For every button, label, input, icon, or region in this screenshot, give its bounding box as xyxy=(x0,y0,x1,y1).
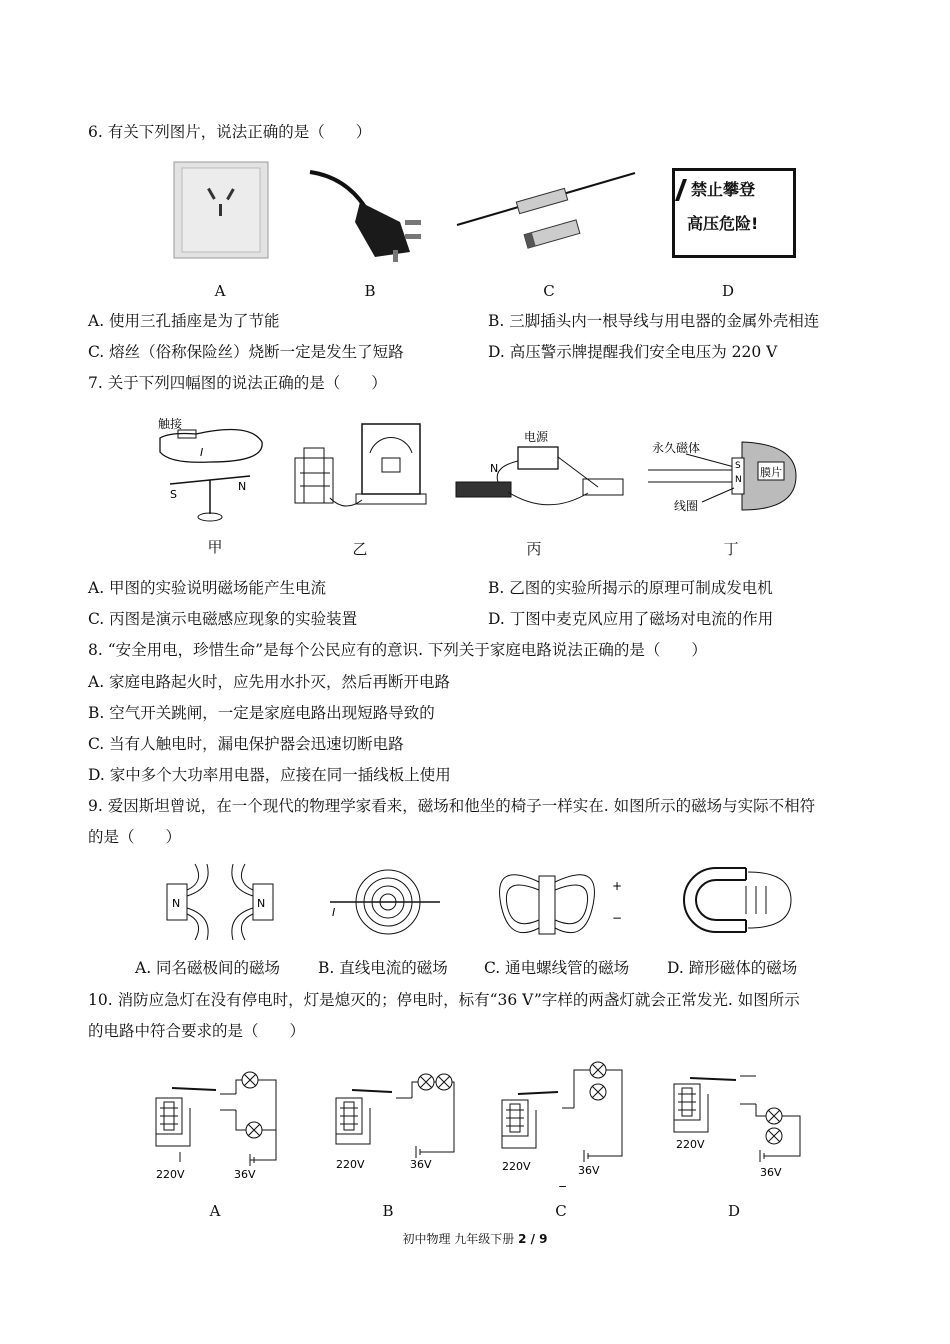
svg-text:I: I xyxy=(200,446,204,459)
q8-stem: 8. “安全用电，珍惜生命”是每个公民应有的意识. 下列关于家庭电路说法正确的是（ ） xyxy=(88,641,707,659)
q9-caption-a: A. 同名磁极间的磁场 xyxy=(135,959,281,977)
q7-label-yi: 乙 xyxy=(352,540,368,558)
svg-text:线圈: 线圈 xyxy=(674,499,699,513)
q6-stem: 6. 有关下列图片，说法正确的是（ ） xyxy=(88,123,372,141)
q6-label-d: D xyxy=(721,282,735,300)
q9-horseshoe-figure xyxy=(676,862,801,942)
q8-option-a: A. 家庭电路起火时，应先用水扑灭，然后再断开电路 xyxy=(88,673,451,691)
sign-line-2: 高压危险! xyxy=(687,214,759,233)
q7-bing-figure xyxy=(448,427,633,522)
svg-text:S: S xyxy=(735,461,741,471)
q6-label-c: C xyxy=(543,282,555,300)
q9-caption-d: D. 蹄形磁体的磁场 xyxy=(667,959,798,977)
q10-label-d: D xyxy=(727,1202,741,1220)
svg-text:−: − xyxy=(558,1180,568,1193)
q7-option-b: B. 乙图的实验所揭示的原理可制成发电机 xyxy=(488,579,773,597)
svg-text:36V: 36V xyxy=(578,1164,600,1177)
svg-text:N: N xyxy=(257,897,266,910)
svg-text:N: N xyxy=(238,480,247,493)
q7-label-ding: 丁 xyxy=(723,540,739,558)
svg-text:36V: 36V xyxy=(234,1168,256,1181)
q7-ding-figure xyxy=(646,438,806,518)
q7-label-jia: 甲 xyxy=(207,538,223,556)
svg-text:永久磁体: 永久磁体 xyxy=(652,441,701,455)
q8-option-b: B. 空气开关跳闸，一定是家庭电路出现短路导致的 xyxy=(88,704,435,722)
q6-option-c: C. 熔丝（俗称保险丝）烧断一定是发生了短路 xyxy=(88,343,404,361)
q10-circuit-b xyxy=(330,1068,460,1176)
svg-text:36V: 36V xyxy=(760,1166,782,1179)
q6-warning-sign xyxy=(672,168,796,258)
q6-option-d: D. 高压警示牌提醒我们安全电压为 220 V xyxy=(488,343,778,361)
q6-option-b: B. 三脚插头内一根导线与用电器的金属外壳相连 xyxy=(488,312,820,330)
svg-text:N: N xyxy=(172,897,181,910)
q10-stem-line-1: 10. 消防应急灯在没有停电时，灯是熄灭的；停电时，标有“36 V”字样的两盏灯就会正常发光. 如图所示 xyxy=(88,991,800,1009)
q6-option-a: A. 使用三孔插座是为了节能 xyxy=(88,312,280,330)
svg-text:N: N xyxy=(735,475,742,485)
svg-text:膜片: 膜片 xyxy=(760,466,782,479)
q7-option-d: D. 丁图中麦克风应用了磁场对电流的作用 xyxy=(488,610,774,628)
q10-label-a: A xyxy=(209,1202,221,1220)
q7-option-a: A. 甲图的实验说明磁场能产生电流 xyxy=(88,579,327,597)
q7-option-c: C. 丙图是演示电磁感应现象的实验装置 xyxy=(88,610,358,628)
q9-straight-wire-figure xyxy=(328,866,443,936)
svg-text:触接: 触接 xyxy=(158,417,183,431)
q9-stem-line-2: 的是（ ） xyxy=(88,828,182,846)
q6-label-b: B xyxy=(364,282,376,300)
q9-like-poles-figure xyxy=(165,862,275,942)
q8-option-d: D. 家中多个大功率用电器，应接在同一插线板上使用 xyxy=(88,766,451,784)
q6-socket-figure xyxy=(172,160,270,260)
q7-label-bing: 丙 xyxy=(526,540,542,558)
svg-text:220V: 220V xyxy=(676,1138,705,1151)
svg-text:220V: 220V xyxy=(156,1168,185,1181)
q6-fuse-figure xyxy=(455,165,640,250)
svg-text:220V: 220V xyxy=(336,1158,365,1171)
svg-text:36V: 36V xyxy=(410,1158,432,1171)
svg-text:−: − xyxy=(612,911,623,925)
q10-circuit-a xyxy=(150,1068,280,1186)
q10-circuit-d xyxy=(666,1070,806,1180)
q7-stem: 7. 关于下列四幅图的说法正确的是（ ） xyxy=(88,374,387,392)
q9-solenoid-figure xyxy=(497,860,627,945)
q7-yi-figure xyxy=(290,418,430,523)
q10-circuit-c xyxy=(496,1058,631,1193)
q6-label-a: A xyxy=(214,282,226,300)
q8-option-c: C. 当有人触电时，漏电保护器会迅速切断电路 xyxy=(88,735,404,753)
footer-text: 初中物理 九年级下册 xyxy=(402,1232,519,1246)
q10-label-b: B xyxy=(382,1202,394,1220)
svg-text:S: S xyxy=(170,488,177,501)
q6-plug-figure xyxy=(305,162,445,262)
svg-text:220V: 220V xyxy=(502,1160,531,1173)
q9-caption-b: B. 直线电流的磁场 xyxy=(318,959,448,977)
q9-stem-line-1: 9. 爱因斯坦曾说，在一个现代的物理学家看来，磁场和他坐的椅子一样实在. 如图所示的磁场与实际不相符 xyxy=(88,797,816,815)
sign-line-1: 禁止攀登 xyxy=(691,180,756,199)
lightning-icon xyxy=(675,179,687,201)
q10-label-c: C xyxy=(555,1202,567,1220)
q7-jia-figure xyxy=(150,412,275,527)
svg-text:+: + xyxy=(612,879,623,893)
page-number: 2 / 9 xyxy=(518,1232,548,1246)
svg-text:I: I xyxy=(332,906,336,919)
page-footer xyxy=(0,1230,950,1247)
svg-text:N: N xyxy=(490,462,499,475)
svg-text:电源: 电源 xyxy=(524,430,549,444)
q10-stem-line-2: 的电路中符合要求的是（ ） xyxy=(88,1022,306,1040)
q9-caption-c: C. 通电螺线管的磁场 xyxy=(484,959,630,977)
